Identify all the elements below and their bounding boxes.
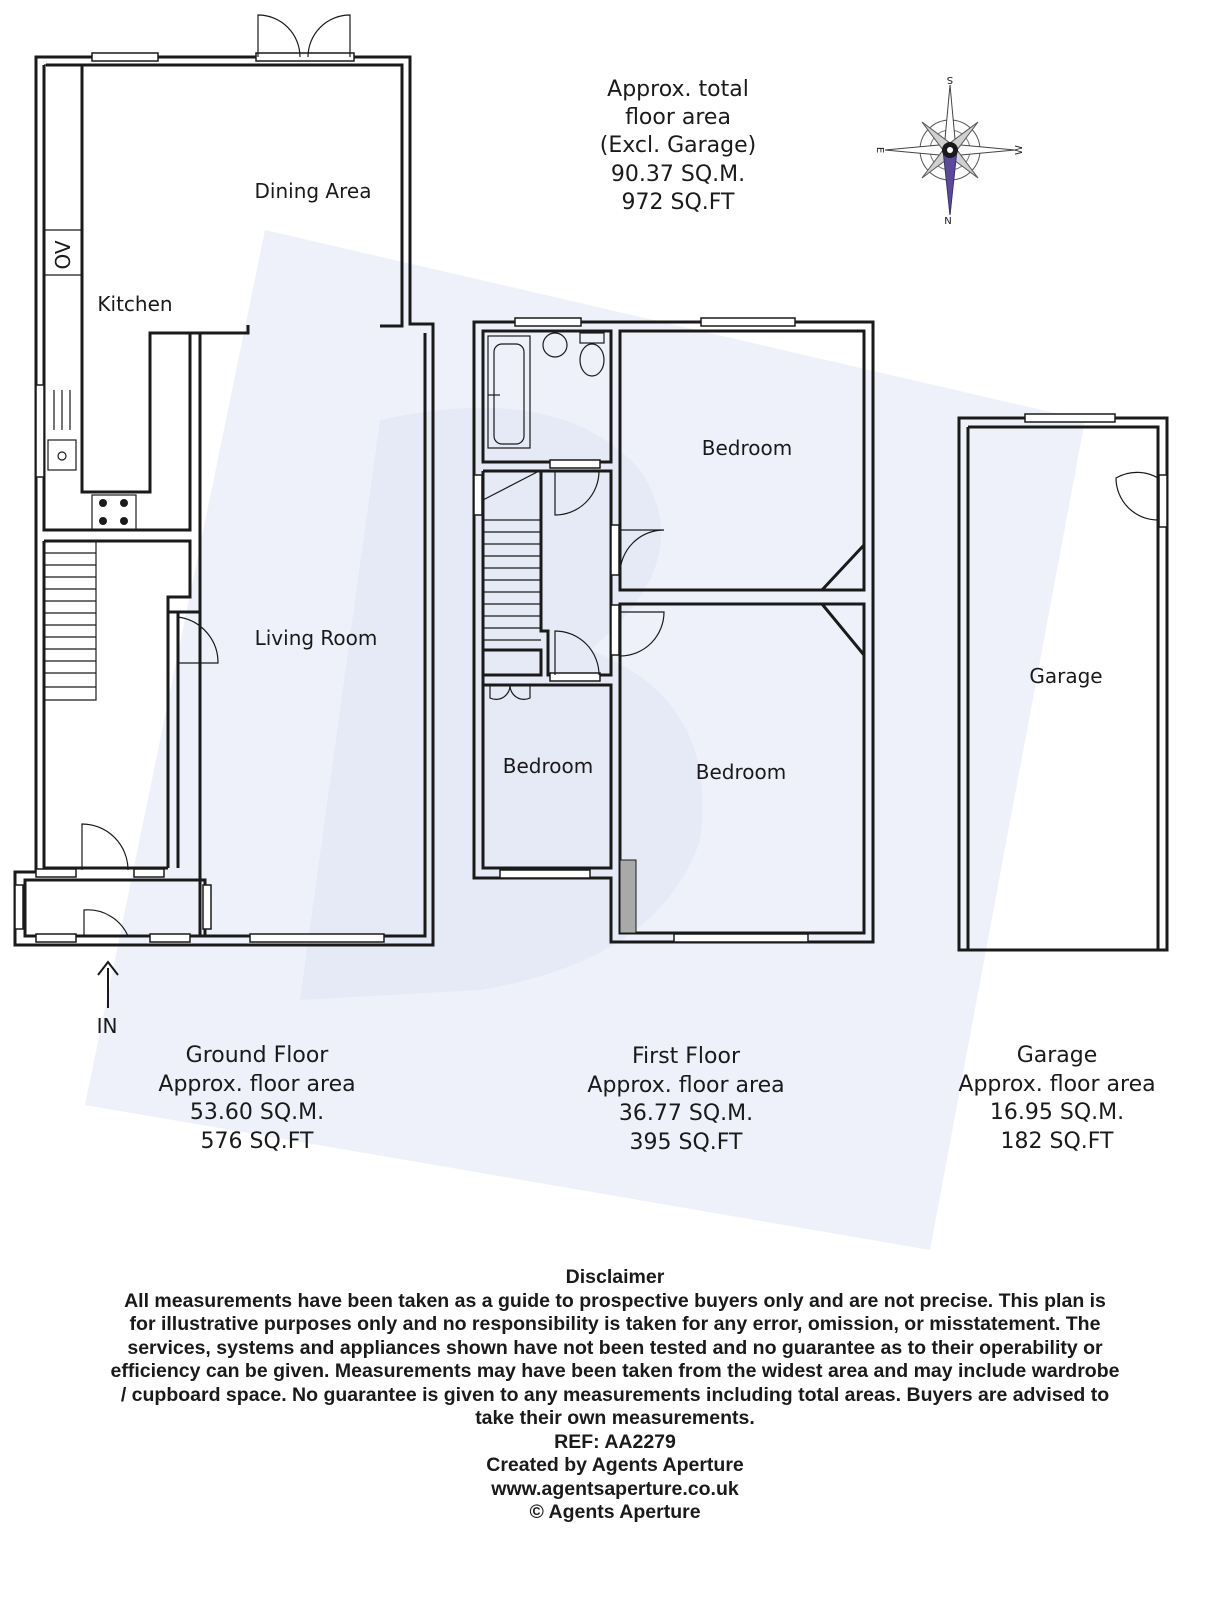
watermark-logo <box>85 230 1085 1250</box>
disclaimer-line: All measurements have been taken as a guide to prospective buyers only and are not precise. This plan is <box>124 1289 1106 1312</box>
first-floor-sqft: 395 SQ.FT <box>629 1130 743 1155</box>
garage-sqft: 182 SQ.FT <box>1000 1129 1114 1154</box>
compass-label-e: E <box>874 146 885 154</box>
created-by: Created by Agents Aperture <box>486 1454 744 1476</box>
disclaimer-line: services, systems and appliances shown have not been tested and no guarantee as to their operability or <box>127 1336 1103 1359</box>
compass-label-w: W <box>1014 145 1025 155</box>
room-label-bedroom-small: Bedroom <box>502 754 594 778</box>
first-floor-title: First Floor <box>631 1044 741 1069</box>
website-link[interactable]: www.agentsaperture.co.uk <box>491 1477 739 1500</box>
disclaimer-line: for illustrative purposes only and no responsibility is taken for any error, omission, or misstatement. The <box>129 1313 1101 1335</box>
room-label-living-room: Living Room <box>254 626 378 650</box>
room-label-garage: Garage <box>1029 664 1103 688</box>
total-area-block <box>600 77 756 215</box>
ground-floor-title: Ground Floor <box>185 1043 329 1068</box>
room-label-bedroom-large: Bedroom <box>695 760 787 784</box>
garage-area-label: Approx. floor area <box>958 1072 1156 1097</box>
first-floor-sqm: 36.77 SQ.M. <box>618 1101 754 1126</box>
first-floor-area-label: Approx. floor area <box>587 1073 785 1098</box>
cupboard <box>620 860 636 933</box>
total-area-sqft: 972 SQ.FT <box>621 190 735 215</box>
kitchen-hob <box>92 495 136 530</box>
kitchen-sink <box>48 390 76 470</box>
ground-floor-sqft: 576 SQ.FT <box>200 1129 314 1154</box>
copyright: © Agents Aperture <box>529 1501 701 1523</box>
reference-number: REF: AA2279 <box>554 1430 676 1453</box>
ground-stairs <box>44 541 96 700</box>
oven-label: OV <box>51 240 75 270</box>
entry-label: IN <box>96 1014 118 1038</box>
room-label-kitchen: Kitchen <box>97 292 173 316</box>
total-area-line1: Approx. total <box>607 77 749 102</box>
disclaimer-line: efficiency can be given. Measurements may have been taken from the widest area and may include wardrobe <box>110 1360 1120 1382</box>
disclaimer-block <box>40 1266 1190 1525</box>
room-label-dining-area: Dining Area <box>254 179 372 203</box>
garage-sqm: 16.95 SQ.M. <box>989 1100 1125 1125</box>
disclaimer-title: Disclaimer <box>565 1266 665 1288</box>
garage-title: Garage <box>1016 1043 1098 1068</box>
room-label-bedroom-top: Bedroom <box>701 436 793 460</box>
total-area-line2: floor area <box>625 105 731 130</box>
disclaimer-line: take their own measurements. <box>475 1407 755 1429</box>
compass-label-n: N <box>944 216 952 227</box>
total-area-line3: (Excl. Garage) <box>599 133 757 158</box>
disclaimer-line: / cupboard space. No guarantee is given to any measurements including total areas. Buyers are advised to <box>120 1383 1110 1406</box>
garage-summary <box>958 1043 1155 1154</box>
compass-label-s: S <box>946 74 954 85</box>
total-area-sqm: 90.37 SQ.M. <box>610 162 746 187</box>
compass-rose-icon <box>874 74 1025 227</box>
ground-floor-sqm: 53.60 SQ.M. <box>189 1100 325 1125</box>
ground-floor-area-label: Approx. floor area <box>158 1072 356 1097</box>
